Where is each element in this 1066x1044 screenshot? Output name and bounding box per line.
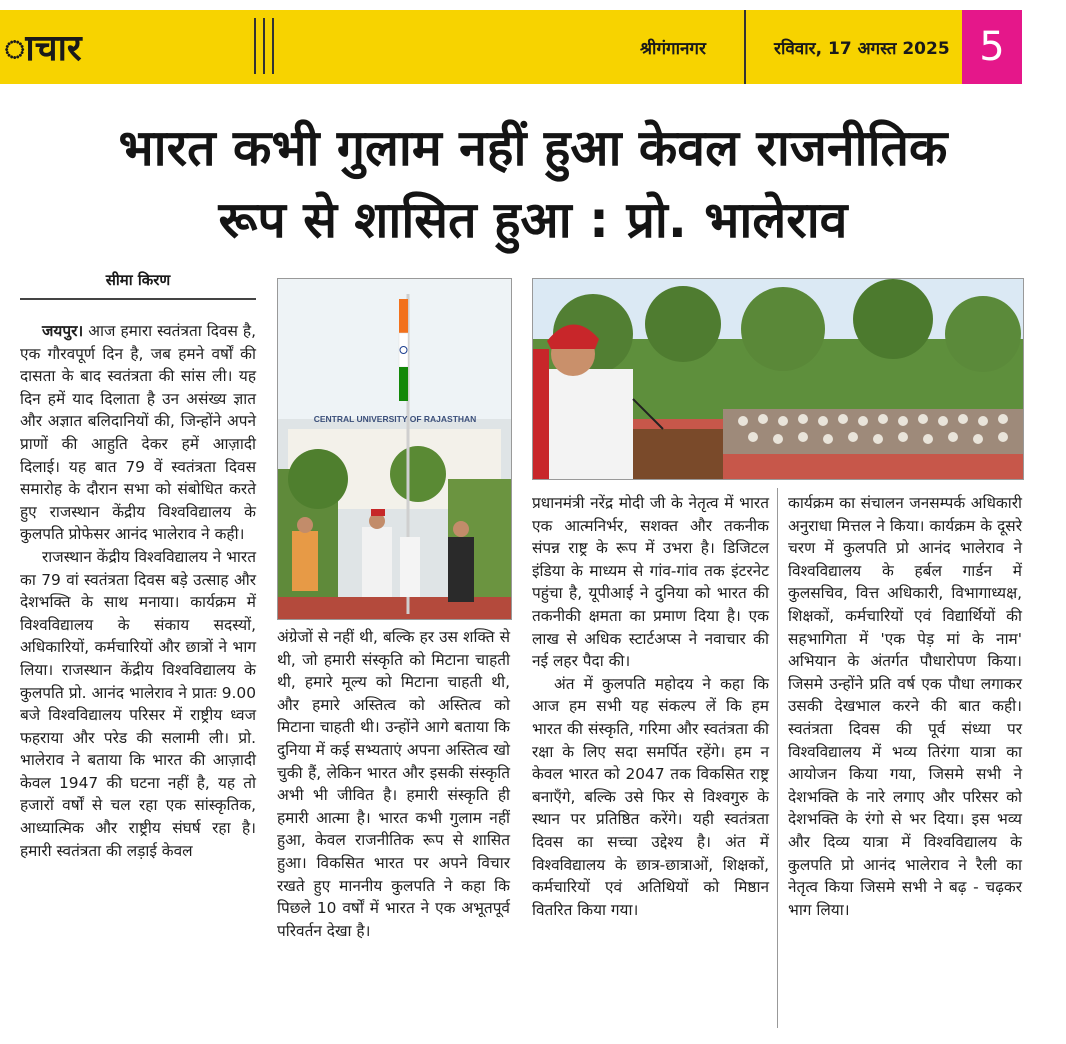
flag-hoisting-photo [277, 278, 512, 620]
article-column-2 [277, 626, 510, 942]
speaker-audience-illustration [533, 279, 1023, 479]
article-headline [0, 112, 1066, 256]
university-sign-text: CENTRAL UNIVERSITY OF RAJASTHAN [313, 414, 477, 424]
byline: सीमा किरण [20, 270, 256, 300]
article-column-4 [788, 492, 1022, 921]
header-divider [263, 18, 265, 74]
dateline: जयपुर। [42, 322, 84, 340]
flag-hoisting-illustration [278, 279, 511, 619]
column-3-paragraph-2: अंत में कुलपति महोदय ने कहा कि आज हम सभी यह संकल्प लें कि हम भारत की संस्कृति, गरिमा और स्वतंत्रता की रक्षा के लिए सदा समर्पित रहेंगे। हम न केवल भारत को 2047 तक विकसित राष्ट्र बनाएँगे, बल्कि उसे फिर से विश्वगुरु के स्थान पर प्रतिष्ठित करेंगे। यही स्वतंत्रता दिवस का सच्चा उद्देश्य है। अंत में विश्वविद्यालय के छात्र-छात्राओं, शिक्षकों, कर्मचारियों एवं अतिथियों को मिष्ठान वितरित किया गया। [532, 674, 769, 919]
header-divider [254, 18, 256, 74]
column-3-paragraph-1: प्रधानमंत्री नरेंद्र मोदी जी के नेतृत्व में भारत एक आत्मनिर्भर, सशक्त और तकनीक संपन्न राष्ट्र के रूप में उभरा है। डिजिटल इंडिया के माध्यम से गांव-गांव तक इंटरनेट पहुंचा है, यूपीआई ने दुनिया को भारत की तकनीकी क्षमता का प्रमाण दिया है। एक लाख से अधिक स्टार्टअप्स ने नवाचार की नई लहर पैदा की। [532, 494, 769, 671]
edition-city: श्रीगंगानगर [640, 39, 706, 59]
column-2-paragraph-1: अंग्रेजों से नहीं थी, बल्कि हर उस शक्ति से थी, जो हमारी संस्कृति को मिटाना चाहती थी, हमारे मूल्य को मिटाना चाहती थी, और हमारे अस्तित्व को अस्तित्व को मिटाना चाहती थी। उन्होंने आगे बताया कि दुनिया में कई सभ्यताएं अपना अस्तित्व खो चुकी हैं, लेकिन भारत और इसकी संस्कृति अभी भी जीवित है। हमारी संस्कृति ही हमारी आत्मा है। भारत कभी गुलाम नहीं हुआ, केवल राजनीतिक रूप से शासित हुआ। विकसित भारत पर अपने विचार रखते हुए माननीय कुलपति ने कहा कि पिछले 10 वर्षों में भारत ने एक अभूतपूर्व परिवर्तन देखा है। [277, 628, 510, 940]
page-number: 5 [962, 10, 1022, 84]
article-column-3 [532, 492, 769, 921]
column-1-paragraph-1: आज हमारा स्वतंत्रता दिवस है, एक गौरवपूर्ण दिन है, जब हमने वर्षों की दासता के बाद स्वतंत्रता की सांस ली। यह दिन हमें याद दिलाता है उन असंख्य ज्ञात और अज्ञात बलिदानियों की, जिन्होंने अपने प्राणों की आहुति देकर हमें आज़ादी दिलाई। यह बात 79 वें स्वतंत्रता दिवस समारोह के दौरान सभा को संबोधित करते हुए राजस्थान केंद्रीय विश्वविद्यालय के कुलपति प्रोफेसर आनंद भालेराव ने कही। [20, 322, 256, 544]
speaker-audience-photo [532, 278, 1024, 480]
column-rule [777, 488, 778, 1028]
column-1-paragraph-2: राजस्थान केंद्रीय विश्वविद्यालय ने भारत का 79 वां स्वतंत्रता दिवस बड़े उत्साह और देशभक्ति के साथ मनाया। कार्यक्रम में विश्वविद्यालय के संकाय सदस्यों, अधिकारियों, कर्मचारियों और छात्रों ने भाग लिया। राजस्थान केंद्रीय विश्वविद्यालय के कुलपति प्रो. आनंद भालेराव ने प्रातः 9.00 बजे विश्वविद्यालय परिसर में राष्ट्रीय ध्वज फहराया और परेड की सलामी ली। प्रो. भालेराव ने बताया कि भारत की आज़ादी केवल 1947 की घटना नहीं है, यह तो हजारों वर्षों से चल रहा एक सांस्कृतिक, आध्यात्मिक और राष्ट्रीय संघर्ष रहा है। हमारी स्वतंत्रता की लड़ाई केवल [20, 547, 256, 860]
headline-line-2: रूप से शासित हुआ : प्रो. भालेराव [218, 191, 848, 249]
header-separator [744, 10, 746, 84]
header-divider [272, 18, 274, 74]
article-column-1 [20, 320, 256, 862]
headline-line-1: भारत कभी गुलाम नहीं हुआ केवल राजनीतिक [118, 119, 948, 177]
edition-date: रविवार, 17 अगस्त 2025 [774, 39, 950, 59]
masthead-title: ाचार [4, 28, 82, 69]
column-4-paragraph-1: कार्यक्रम का संचालन जनसम्पर्क अधिकारी अनुराधा मित्तल ने किया। कार्यक्रम के दूसरे चरण में कुलपति प्रो आनंद भालेराव ने विश्वविद्यालय के हर्बल गार्डन में कुलसचिव, वित्त अधिकारी, विभागाध्यक्ष, शिक्षकों, कर्मचारियों एवं विद्यार्थियों की सहभागिता में 'एक पेड़ मां के नाम' अभियान के अंतर्गत पौधारोपण किया। जिसमे उन्होंने प्रति वर्ष एक पौधा लगाकर उसकी देखभाल करने की बात कही। स्वतंत्रता दिवस की पूर्व संध्या पर विश्वविद्यालय में भव्य तिरंगा यात्रा का आयोजन किया गया, जिसमे सभी ने देशभक्ति के नारे लगाए और परिसर को देशभक्ति के रंगो से भर दिया। इस भव्य और दिव्य यात्रा में विश्वविद्यालय के कुलपति प्रो आनंद भालेराव ने रैली का नेतृत्व किया जिसमे सभी ने बढ़ - चढ़कर भाग लिया। [788, 494, 1022, 919]
